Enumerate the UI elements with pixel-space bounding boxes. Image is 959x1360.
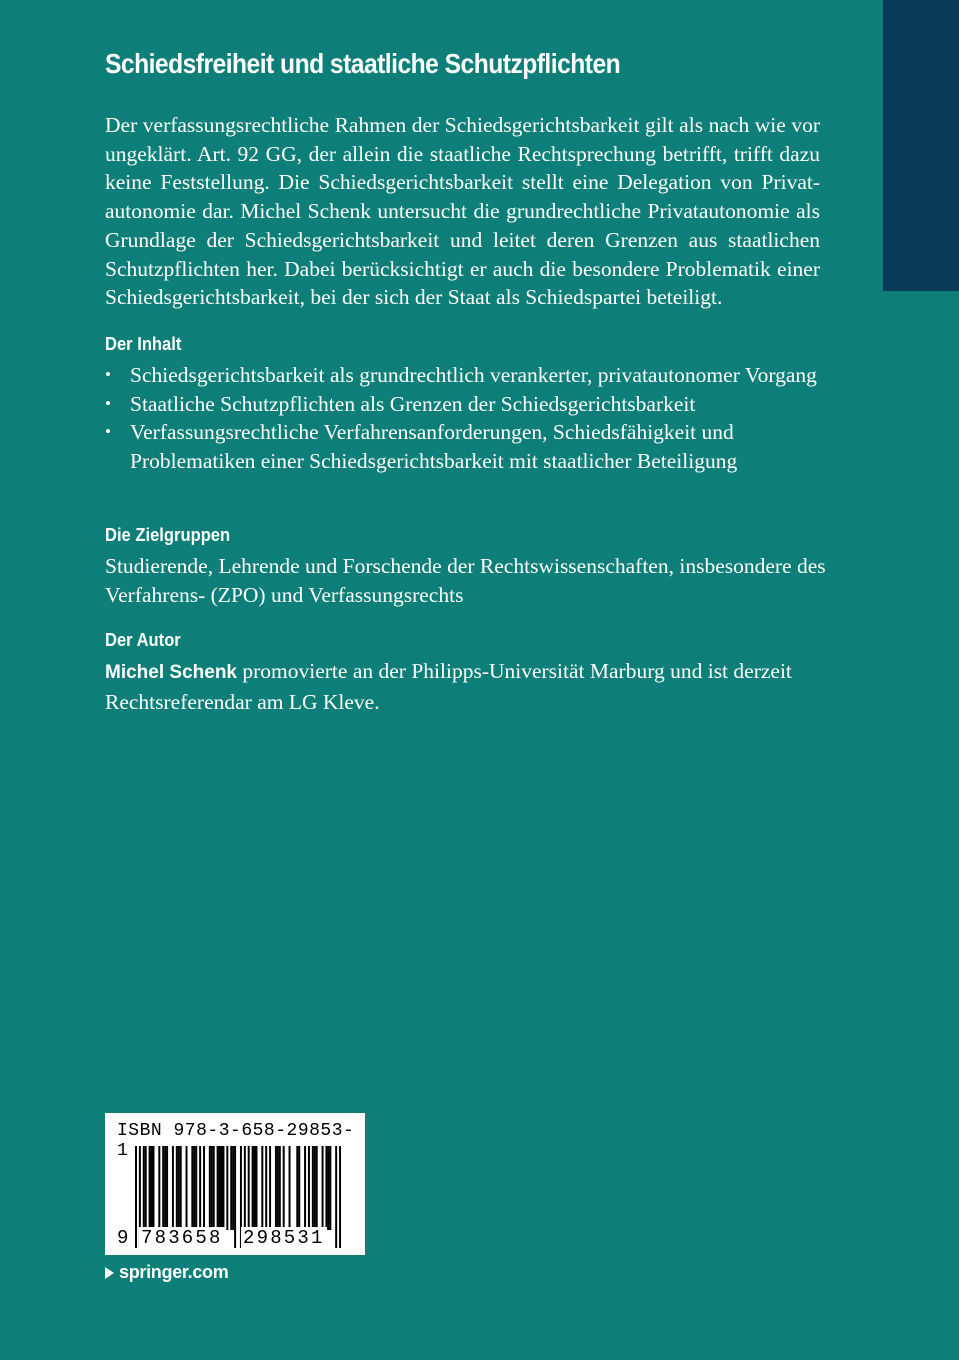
publisher-url: springer.com — [119, 1262, 229, 1282]
list-item: • Staatliche Schutzpflichten als Grenzen der Schiedsgerichtsbarkeit — [105, 390, 835, 419]
intro-line: einer Schiedsgerichtsbarkeit, bei der sich der Staat als Schiedspartei beteiligt. — [105, 256, 820, 310]
barcode-bar — [164, 1146, 166, 1230]
ean-first-digit: 9 — [117, 1227, 129, 1249]
barcode-bar — [152, 1146, 154, 1230]
barcode-bar — [277, 1146, 279, 1230]
barcode-bar — [327, 1146, 329, 1230]
barcode-bar — [234, 1146, 236, 1248]
author-bio: promovierte an der Philipps-Universität Marburg und ist derzeit Rechtsreferendar am LG Kleve. — [105, 659, 792, 714]
intro-line: autonomie dar. Michel Schenk untersucht die grundrechtliche Privatautonomie — [105, 199, 790, 224]
autor-text — [105, 657, 835, 716]
barcode-bar — [244, 1146, 246, 1230]
barcode-bar — [329, 1146, 331, 1230]
barcode-bar — [176, 1146, 178, 1230]
isbn-number: ISBN 978-3-658-29853-1 — [117, 1121, 355, 1161]
zielgruppen-text: Studierende, Lehrende und Forschende der Rechtswissenschaften, insbesondere des Verfahrens- (ZPO) und Verfassungsrechts — [105, 554, 826, 607]
isbn-barcode — [105, 1113, 365, 1255]
barcode-bar — [226, 1146, 228, 1230]
barcode-bar — [209, 1146, 211, 1230]
barcode-bar — [217, 1146, 219, 1230]
section-heading-inhalt: Der Inhalt — [105, 334, 182, 354]
barcode-bar — [149, 1146, 151, 1230]
barcode-bar — [166, 1146, 168, 1230]
ean-left-group: 783658 — [141, 1227, 223, 1249]
barcode-bar — [186, 1146, 188, 1230]
barcode-bar — [143, 1146, 145, 1230]
barcode-bar — [335, 1146, 337, 1248]
section-zielgruppen — [105, 524, 835, 609]
barcode-bar — [158, 1146, 160, 1230]
barcode-bar — [180, 1146, 182, 1230]
section-heading-zielgruppen: Die Zielgruppen — [105, 525, 231, 545]
barcode-bar — [316, 1146, 318, 1230]
barcode-bar — [261, 1146, 263, 1230]
barcode-bar — [269, 1146, 271, 1230]
barcode-bar — [296, 1146, 298, 1230]
intro-line: keine Feststellung. Die Schiedsgerichtsbarkeit stellt eine Delegation von Privat- — [105, 170, 820, 195]
intro-line: ungeklärt. Art. 92 GG, der allein die staatliche Rechtsprechung betrifft, trifft dazu — [105, 141, 820, 166]
barcode-bar — [339, 1146, 341, 1248]
barcode-bar — [193, 1146, 195, 1230]
barcode-bar — [230, 1146, 232, 1230]
section-autor — [105, 629, 835, 716]
barcode-bar — [213, 1146, 215, 1230]
book-title: Schiedsfreiheit und staatliche Schutzpflichten — [105, 48, 621, 79]
barcode-bar — [312, 1146, 314, 1230]
barcode-bar — [255, 1146, 257, 1230]
barcode-bar — [211, 1146, 213, 1230]
intro-paragraph — [105, 111, 820, 312]
barcode-bar — [222, 1146, 224, 1230]
list-item: • Schiedsgerichtsbarkeit als grundrechtlich verankerter, privatautonomer Vorgang — [105, 361, 835, 390]
barcode-bar — [298, 1146, 300, 1230]
barcode-bar — [203, 1146, 205, 1230]
inhalt-list — [105, 361, 835, 476]
barcode-bar — [191, 1146, 193, 1230]
barcode-bar — [172, 1146, 174, 1230]
section-inhalt — [105, 333, 835, 476]
ean-right-group: 298531 — [243, 1227, 325, 1249]
barcode-bar — [199, 1146, 201, 1230]
barcode-bar — [178, 1146, 180, 1230]
barcode-bar — [283, 1146, 285, 1230]
author-name: Michel Schenk — [105, 662, 237, 683]
barcode-bar — [248, 1146, 250, 1230]
barcode-bar — [232, 1146, 234, 1230]
barcode-bar — [308, 1146, 310, 1230]
list-item: • Verfassungsrechtliche Verfahrensanforderungen, Schiedsfähigkeit und Problematiken einer Schiedsgerichtsbarkeit mit staatlicher Beteiligung — [105, 418, 835, 475]
barcode-bar — [254, 1146, 256, 1230]
barcode-bar — [279, 1146, 281, 1230]
spine-color-strip — [883, 0, 959, 291]
intro-line: Der verfassungsrechtliche Rahmen der Schiedsgerichtsbarkeit gilt als nach wie vor — [105, 113, 820, 137]
section-heading-autor: Der Autor — [105, 630, 181, 650]
barcode-bar — [304, 1146, 306, 1230]
barcode-bar — [265, 1146, 267, 1230]
barcode-bar — [322, 1146, 324, 1230]
barcode-bar — [221, 1146, 223, 1230]
barcode-bar — [314, 1146, 316, 1230]
barcode-bar — [275, 1146, 277, 1230]
intro-line: als Grundlage der Schiedsgerichtsbarkeit und leitet deren Grenzen aus staatlichen — [105, 199, 821, 252]
arrow-right-icon — [105, 1267, 114, 1279]
barcode-bar — [289, 1146, 291, 1230]
barcode-bar — [151, 1146, 153, 1230]
barcode-bar — [135, 1146, 137, 1248]
barcode-bar — [252, 1146, 254, 1230]
barcode-bar — [325, 1146, 327, 1230]
intro-line: Schutzpflichten her. Dabei berücksichtigt er auch die besondere Problematik — [105, 256, 771, 281]
publisher-link[interactable] — [105, 1262, 228, 1283]
barcode-bar — [162, 1146, 164, 1230]
barcode-bar — [219, 1146, 221, 1230]
barcode-bar — [195, 1146, 197, 1230]
barcode-bar — [145, 1146, 147, 1230]
